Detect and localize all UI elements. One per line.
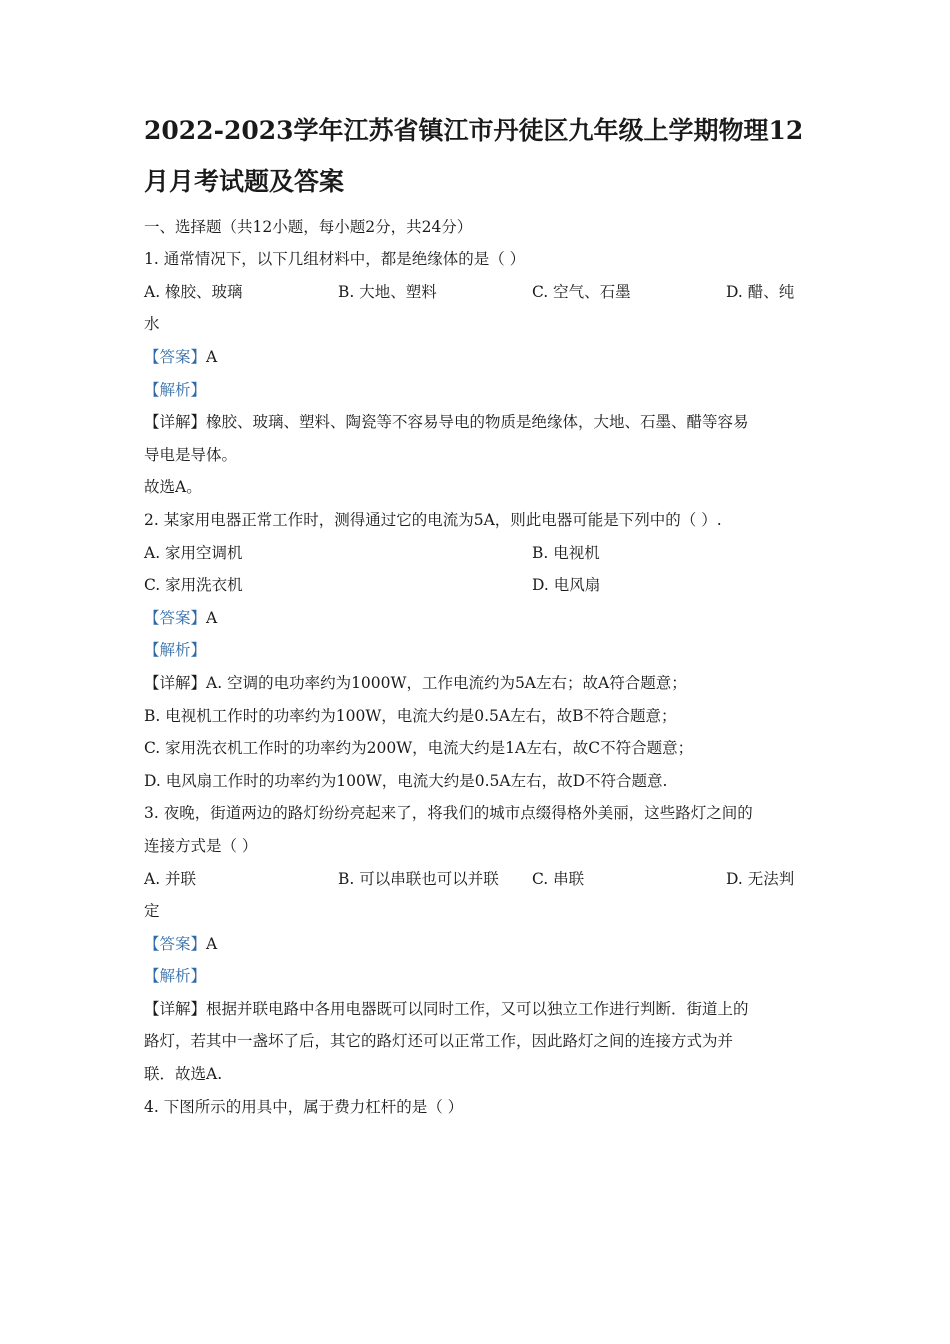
q1-detail-line-1	[144, 411, 749, 433]
q2-analysis	[144, 639, 206, 661]
detail-label: 【详解】	[144, 674, 207, 692]
q3-answer-value: A	[206, 935, 218, 953]
q3-detail-text-1: 根据并联电路中各用电器既可以同时工作，又可以独立工作进行判断．街道上的	[206, 1000, 749, 1018]
document-title-line-1: 2022-2023学年江苏省镇江市丹徒区九年级上学期物理12	[144, 116, 804, 145]
q3-detail-line-2: 路灯，若其中一盏坏了后，其它的路灯还可以正常工作，因此路灯之间的连接方式为并	[144, 1032, 734, 1050]
question-3-stem-line-2: 连接方式是（ ）	[144, 837, 258, 855]
q3-detail-line-1	[144, 998, 749, 1020]
q2-answer	[144, 607, 217, 629]
q3-option-c: C. 串联	[532, 870, 585, 888]
document-title-line-2: 月月考试题及答案	[144, 167, 345, 196]
q1-option-c: C. 空气、石墨	[532, 283, 631, 301]
q1-detail-line-2: 导电是导体。	[144, 446, 238, 464]
q3-option-b: B. 可以串联也可以并联	[338, 870, 499, 888]
q1-option-d-wrap: 水	[144, 315, 160, 333]
q2-option-a: A. 家用空调机	[144, 544, 243, 562]
q1-analysis	[144, 379, 206, 401]
question-1-stem: 1. 通常情况下，以下几组材料中，都是绝缘体的是（ ）	[144, 250, 526, 268]
q2-option-d: D. 电风扇	[532, 576, 601, 594]
q2-option-c: C. 家用洗衣机	[144, 576, 243, 594]
q3-analysis	[144, 965, 206, 987]
q3-option-d-wrap: 定	[144, 902, 160, 920]
q3-detail-line-3: 联．故选A.	[144, 1065, 223, 1083]
q1-option-a: A. 橡胶、玻璃	[144, 283, 243, 301]
q2-detail-line-1	[144, 672, 687, 694]
q2-detail-line-4: D. 电风扇工作时的功率约为100W，电流大约是0.5A左右，故D不符合题意.	[144, 772, 668, 790]
q3-option-d: D. 无法判	[726, 870, 795, 888]
analysis-label: 【解析】	[144, 381, 207, 399]
q1-conclusion: 故选A。	[144, 478, 202, 496]
detail-label: 【详解】	[144, 1000, 207, 1018]
q1-answer	[144, 346, 217, 368]
q2-detail-line-2: B. 电视机工作时的功率约为100W，电流大约是0.5A左右，故B不符合题意；	[144, 707, 677, 725]
q2-detail-line-3: C. 家用洗衣机工作时的功率约为200W，电流大约是1A左右，故C不符合题意；	[144, 739, 694, 757]
q3-option-a: A. 并联	[144, 870, 197, 888]
q2-option-b: B. 电视机	[532, 544, 600, 562]
question-3-stem-line-1: 3. 夜晚，街道两边的路灯纷纷亮起来了，将我们的城市点缀得格外美丽，这些路灯之间的	[144, 804, 753, 822]
q1-option-b: B. 大地、塑料	[338, 283, 437, 301]
q2-answer-value: A	[206, 609, 218, 627]
answer-label: 【答案】	[144, 935, 207, 953]
answer-label: 【答案】	[144, 348, 207, 366]
q2-detail-text-1: A. 空调的电功率约为1000W，工作电流约为5A左右；故A符合题意；	[206, 674, 687, 692]
q1-option-d: D. 醋、纯	[726, 283, 795, 301]
answer-label: 【答案】	[144, 609, 207, 627]
section-header: 一、选择题（共12小题，每小题2分，共24分）	[144, 218, 473, 236]
q3-answer	[144, 933, 217, 955]
analysis-label: 【解析】	[144, 641, 207, 659]
q1-detail-text-1: 橡胶、玻璃、塑料、陶瓷等不容易导电的物质是绝缘体，大地、石墨、醋等容易	[206, 413, 749, 431]
question-4-stem: 4. 下图所示的用具中，属于费力杠杆的是（ ）	[144, 1098, 464, 1116]
q1-answer-value: A	[206, 348, 218, 366]
analysis-label: 【解析】	[144, 967, 207, 985]
question-2-stem: 2. 某家用电器正常工作时，测得通过它的电流为5A，则此电器可能是下列中的（ ）.	[144, 511, 722, 529]
detail-label: 【详解】	[144, 413, 207, 431]
